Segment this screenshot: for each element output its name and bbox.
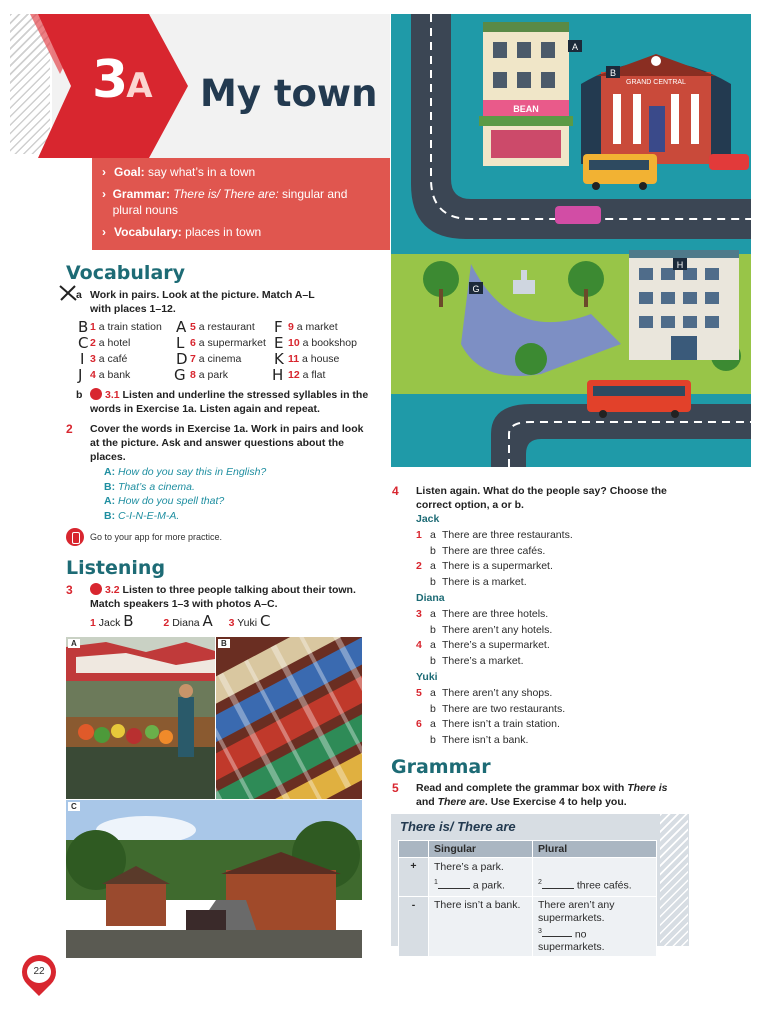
app-practice-note: Go to your app for more practice. bbox=[66, 528, 222, 546]
photo-label: A bbox=[68, 639, 80, 648]
shop-sign: BEAN bbox=[513, 104, 539, 114]
exercise-5: 5 Read and complete the grammar box with There is and There are. Use Exercise 4 to help you. bbox=[392, 781, 668, 808]
photo-label: C bbox=[68, 802, 80, 811]
unit-number: 3A bbox=[92, 50, 151, 110]
town-illustration bbox=[391, 14, 751, 467]
speaker-name: Jack bbox=[416, 513, 440, 525]
option-row: b There aren’t any hotels. bbox=[430, 623, 553, 636]
table-cell: There aren’t any supermarkets. $^3$ no supermarkets. bbox=[533, 896, 657, 957]
handwritten-answer: A bbox=[202, 612, 213, 630]
blank-3[interactable] bbox=[542, 936, 572, 937]
grammar-table bbox=[398, 840, 657, 957]
blank-1[interactable] bbox=[438, 888, 470, 889]
phone-app-icon bbox=[66, 528, 84, 546]
exercise-4: 4 Listen again. What do the people say? Choose the correct option, a or b. bbox=[392, 484, 667, 511]
match-item: 12 a flat bbox=[288, 369, 326, 381]
handwritten-answer: H bbox=[272, 366, 284, 384]
option-row: 6 a There isn’t a train station. bbox=[416, 718, 560, 731]
photo-bookshop bbox=[216, 637, 362, 799]
station-sign: GRAND CENTRAL bbox=[626, 79, 686, 86]
match-item: 6 a supermarket bbox=[190, 337, 266, 349]
match-item: 2 a hotel bbox=[90, 337, 131, 349]
vocabulary-goal-row: › Vocabulary: places in town bbox=[102, 225, 262, 239]
table-cell: $^2$ three cafés. bbox=[533, 858, 657, 897]
map-label-a: A bbox=[571, 42, 579, 52]
handwritten-answer: G bbox=[174, 366, 186, 384]
match-item: 7 a cinema bbox=[190, 353, 242, 365]
option-row: 1 a There are three restaurants. bbox=[416, 528, 573, 541]
photo-market bbox=[66, 637, 215, 799]
match-item: 1 a train station bbox=[90, 321, 162, 333]
handwritten-answer: I bbox=[80, 350, 85, 368]
handwritten-answer: L bbox=[176, 334, 185, 352]
grammar-heading: Grammar bbox=[391, 756, 491, 778]
table-cell: There’s a park. $^1$ a park. bbox=[429, 858, 533, 897]
map-label-h: H bbox=[676, 260, 684, 270]
handwritten-answer: A bbox=[176, 318, 187, 336]
handwritten-answer: B bbox=[78, 318, 89, 336]
example-dialog: A: How do you say this in English? B: That’s a cinema. A: How do you spell that? B: C-I-N-E-M-A. bbox=[104, 466, 267, 522]
match-item: 8 a park bbox=[190, 369, 228, 381]
option-row: 4 a There’s a supermarket. bbox=[416, 639, 550, 652]
handwritten-answer: C bbox=[260, 612, 271, 630]
match-item: 5 a restaurant bbox=[190, 321, 255, 333]
decorative-hatch bbox=[660, 814, 688, 946]
option-row: 3 a There are three hotels. bbox=[416, 607, 549, 620]
match-item: 4 a bank bbox=[90, 369, 131, 381]
exercise-3: 3 3.2 Listen to three people talking about their town. Match speakers 1–3 with photos A–C. bbox=[66, 583, 356, 610]
page-title: My town bbox=[200, 72, 378, 115]
match-item: 3 a café bbox=[90, 353, 128, 365]
option-row: 5 a There aren’t any shops. bbox=[416, 686, 553, 699]
negative-sign: - bbox=[399, 896, 429, 957]
speaker-matches: 1 Jack B 2 Diana A 3 Yuki C bbox=[90, 612, 271, 630]
listening-heading: Listening bbox=[66, 557, 166, 579]
exercise-1b: b 3.1 Listen and underline the stressed syllables in the words in Exercise 1a. Listen again and repeat. bbox=[76, 389, 369, 415]
photo-train-station bbox=[66, 800, 362, 958]
column-header-plural: Plural bbox=[533, 841, 657, 858]
exercise-2: 2 Cover the words in Exercise 1a. Work in pairs and look at the picture. Ask and answer questions about the places. bbox=[66, 422, 364, 463]
handwritten-answer: J bbox=[78, 366, 83, 384]
option-row: b There is a market. bbox=[430, 576, 527, 589]
exercise-1a: a Work in pairs. Look at the picture. Match A–L with places 1–12. bbox=[76, 289, 315, 315]
match-item: 9 a market bbox=[288, 321, 338, 333]
handwritten-answer: F bbox=[274, 318, 283, 336]
audio-icon[interactable] bbox=[90, 583, 102, 595]
handwritten-answer: K bbox=[274, 350, 284, 368]
grammar-goal-row: › Grammar: There is/ There are: singular and plural nouns bbox=[102, 187, 348, 217]
page-number: 22 bbox=[27, 961, 51, 983]
option-row: b There isn’t a bank. bbox=[430, 734, 529, 747]
option-row: b There are three cafés. bbox=[430, 544, 546, 557]
speaker-name: Diana bbox=[416, 591, 445, 604]
option-row: b There’s a market. bbox=[430, 655, 524, 668]
handwritten-answer: E bbox=[274, 334, 284, 352]
goals-box bbox=[92, 158, 390, 250]
handwritten-answer: B bbox=[123, 612, 134, 630]
audio-icon[interactable] bbox=[90, 388, 102, 400]
option-row: 2 a There is a supermarket. bbox=[416, 560, 553, 573]
vocabulary-heading: Vocabulary bbox=[66, 262, 186, 284]
match-item: 11 a house bbox=[288, 353, 340, 365]
column-header-singular: Singular bbox=[429, 841, 533, 858]
speaker-name: Yuki bbox=[416, 670, 438, 683]
option-row: b There are two restaurants. bbox=[430, 702, 566, 715]
handwritten-answer: D bbox=[176, 350, 188, 368]
grammar-box-title: There is/ There are bbox=[400, 819, 516, 834]
photo-label: B bbox=[218, 639, 230, 648]
handwritten-answer: C bbox=[78, 334, 89, 352]
blank-2[interactable] bbox=[542, 888, 574, 889]
map-label-g: G bbox=[472, 284, 480, 294]
exercise-4-options bbox=[416, 512, 696, 749]
table-cell: There isn’t a bank. bbox=[429, 896, 533, 957]
positive-sign: + bbox=[399, 858, 429, 897]
map-label-b: B bbox=[609, 68, 617, 78]
goal-row: › Goal: say what’s in a town bbox=[102, 165, 256, 179]
match-item: 10 a bookshop bbox=[288, 337, 357, 349]
handwritten-cross-mark bbox=[58, 284, 78, 302]
page-number-pin bbox=[15, 948, 63, 996]
